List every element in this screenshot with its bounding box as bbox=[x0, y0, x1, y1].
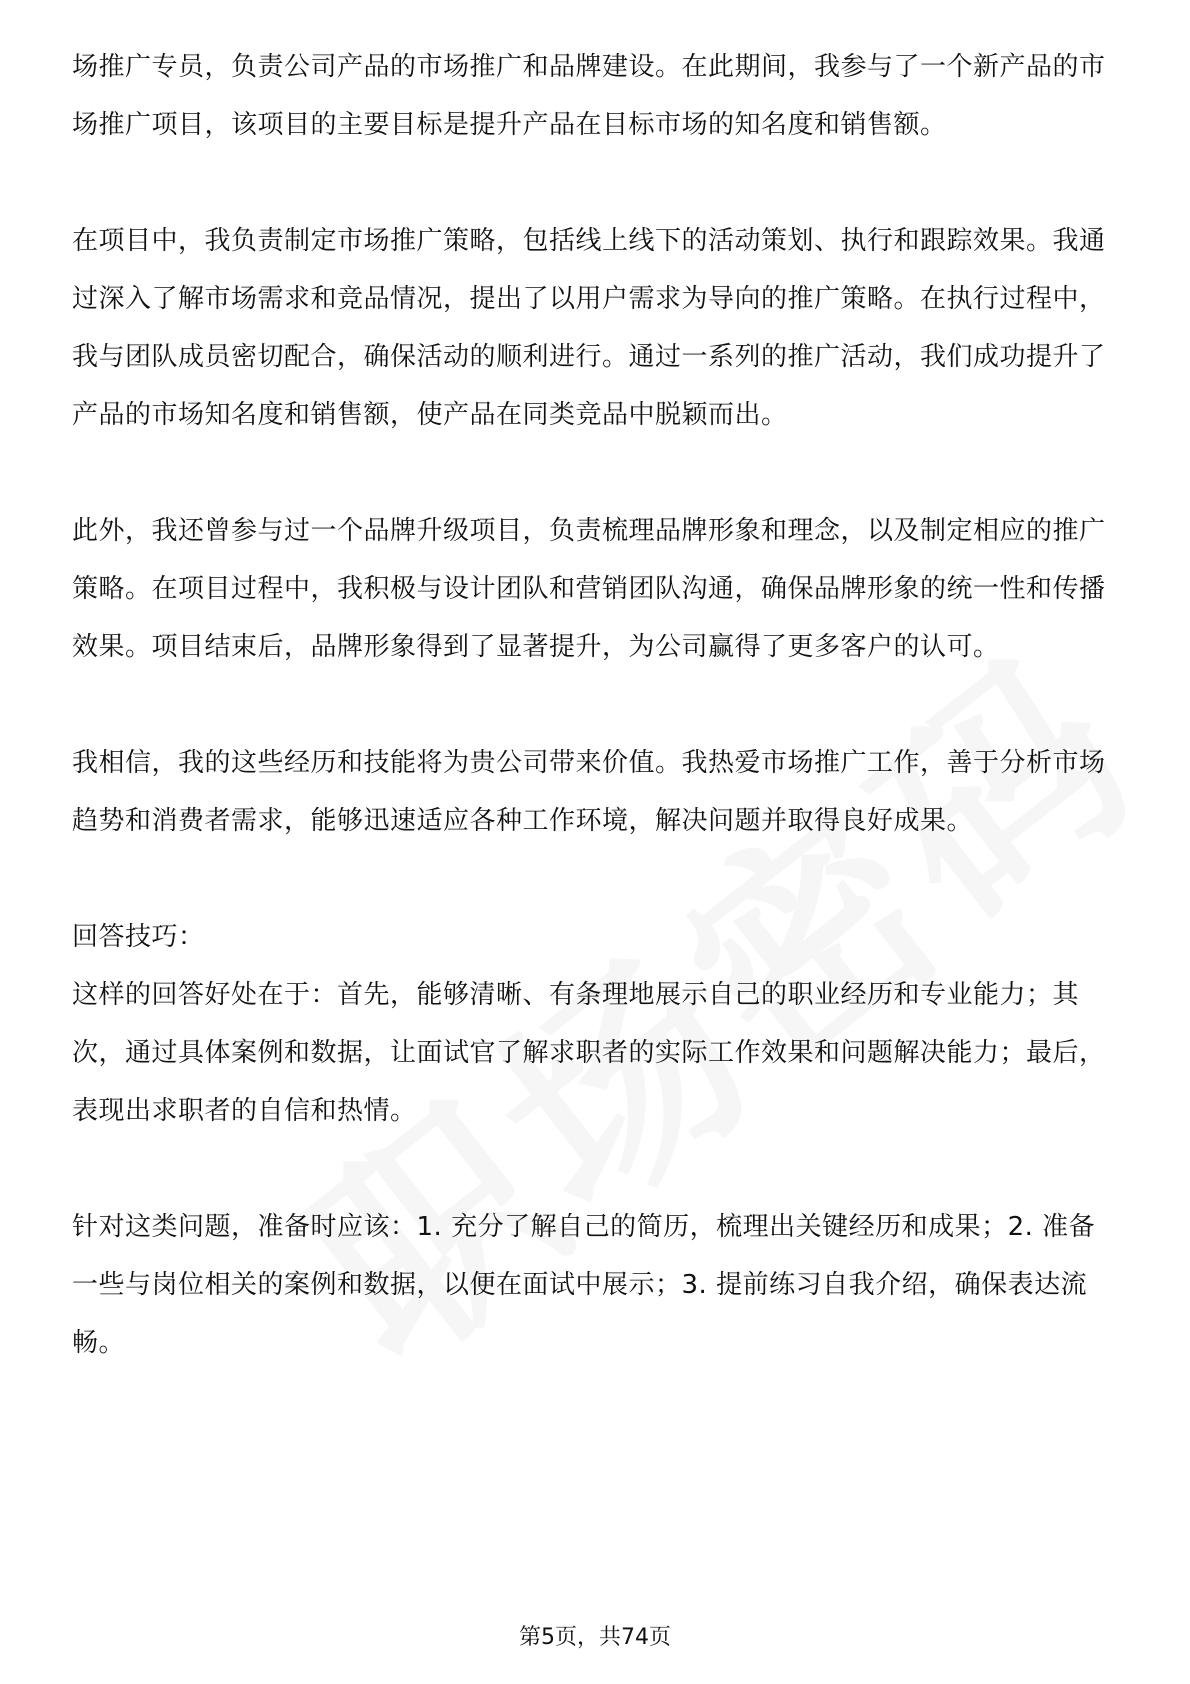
paragraph-brand-upgrade: 此外，我还曾参与过一个品牌升级项目，负责梳理品牌形象和理念，以及制定相应的推广策略。在项目过程中，我积极与设计团队和营销团队沟通，确保品牌形象的统一性和传播效果。项目结束后，品牌形象得到了显著提升，为公司赢得了更多客户的认可。 bbox=[72, 516, 1106, 662]
tips-label: 回答技巧： bbox=[72, 922, 205, 952]
page-number: 第5页，共74页 bbox=[519, 1625, 671, 1650]
paragraph-conclusion: 我相信，我的这些经历和技能将为贵公司带来价值。我热爱市场推广工作，善于分析市场趋势和消费者需求，能够迅速适应各种工作环境，解决问题并取得良好成果。 bbox=[72, 748, 1106, 836]
paragraph-experience-intro: 场推广专员，负责公司产品的市场推广和品牌建设。在此期间，我参与了一个新产品的市场推广项目，该项目的主要目标是提升产品在目标市场的知名度和销售额。 bbox=[72, 52, 1106, 140]
preparation-text: 针对这类问题，准备时应该：1. 充分了解自己的简历，梳理出关键经历和成果；2. 准备一些与岗位相关的案例和数据，以便在面试中展示；3. 提前练习自我介绍，确保表达流畅。 bbox=[72, 1212, 1096, 1358]
page-content bbox=[72, 38, 1118, 1372]
tips-text: 这样的回答好处在于：首先，能够清晰、有条理地展示自己的职业经历和专业能力；其次，通过具体案例和数据，让面试官了解求职者的实际工作效果和问题解决能力；最后，表现出求职者的自信和热情。 bbox=[72, 980, 1106, 1126]
paragraph-project-details: 在项目中，我负责制定市场推广策略，包括线上线下的活动策划、执行和跟踪效果。我通过深入了解市场需求和竞品情况，提出了以用户需求为导向的推广策略。在执行过程中，我与团队成员密切配合，确保活动的顺利进行。通过一系列的推广活动，我们成功提升了产品的市场知名度和销售额，使产品在同类竞品中脱颖而出。 bbox=[72, 226, 1106, 430]
